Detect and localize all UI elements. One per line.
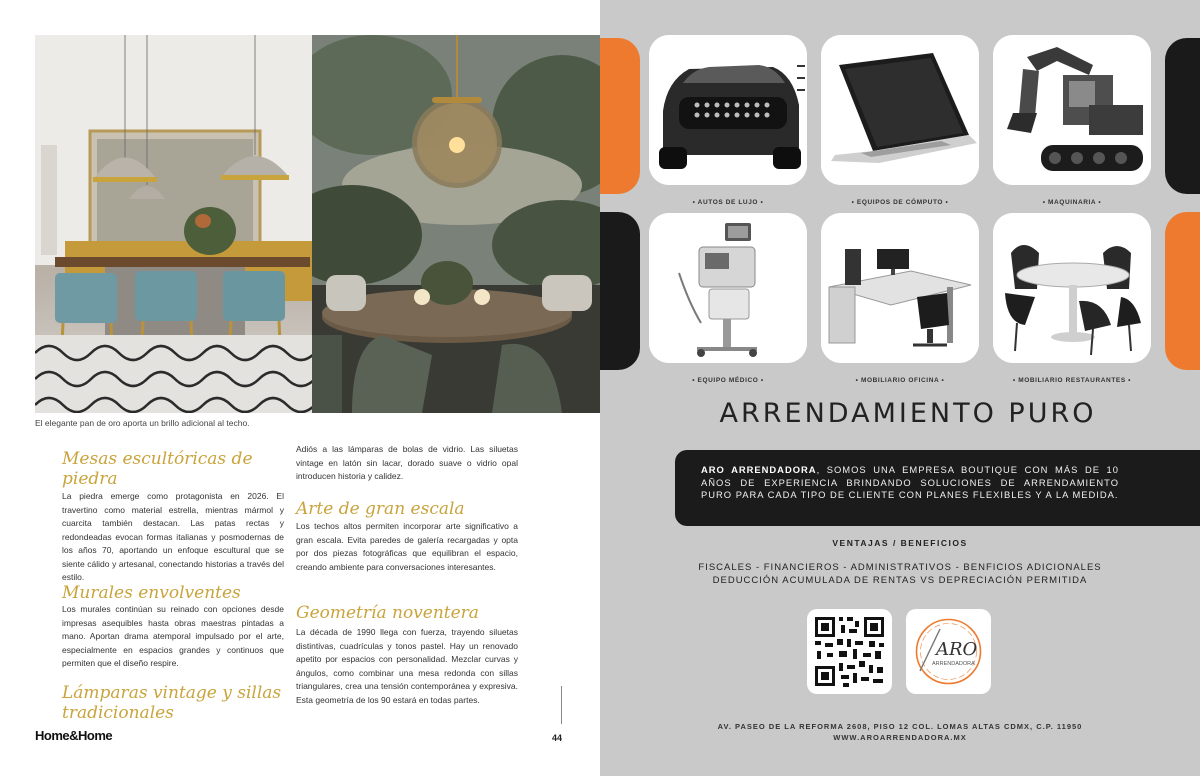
benefits-list <box>670 561 1130 587</box>
accent-bar-dark-left <box>600 212 640 370</box>
tile-label-autos: • AUTOS DE LUJO • <box>692 199 764 206</box>
magazine-brand: Home&Home <box>35 728 113 743</box>
mural-dining-illustration <box>312 35 600 413</box>
address-text: AV. PASEO DE LA REFORMA 2608, PISO 12 COL. LOMAS ALTAS CDMX, C.P. 11950 <box>717 722 1083 731</box>
section-text-mesas: La piedra emerge como protagonista en 2026. El travertino como material estrella, mientras mármol y cuarcita también destacan. Las patas rectas y redondeadas evocan formas italianas y posmodernas de los años 70, aportando un enfoque escultural que se siente cálido y artesanal, conectando historias a través del estilo. <box>62 491 284 582</box>
benefits-title: VENTAJAS / BENEFICIOS <box>832 538 968 548</box>
aro-logo-icon <box>906 609 991 694</box>
section-text-geometria: La década de 1990 llega con fuerza, trayendo siluetas distintivas, cuadrículas y tonos pastel. Hay un renovado apetito por espacios con personalidad. Mezclar curvas y ángulos, como combinar una mesa redonda con sillas triangulares, crea una tensión contemporánea y expresiva. Esta geometría de los 90 estará en todas partes. <box>296 627 518 705</box>
section-text-murales: Los murales continúan su reinado con opciones desde impresas asequibles hasta obras maestras pintadas a mano. Aportan drama atemporal impulsado por el arte, especialmente en espacios grandes y continuos que permiten que el diseño respire. <box>62 604 284 668</box>
page-number: 44 <box>552 733 563 743</box>
footer-divider <box>561 686 562 724</box>
accent-bar-orange-left <box>600 38 640 194</box>
tile-label-restaurantes: • MOBILIARIO RESTAURANTES • <box>1012 377 1132 384</box>
qr-code[interactable] <box>807 609 892 694</box>
restaurant-furniture-icon <box>993 213 1151 363</box>
tile-equipos-de-computo[interactable] <box>821 35 979 185</box>
dining-room-illustration <box>35 35 312 413</box>
tile-maquinaria[interactable] <box>993 35 1151 185</box>
tile-label-computo: • EQUIPOS DE CÓMPUTO • <box>851 199 949 206</box>
aro-logo <box>906 609 991 694</box>
section-text-lamparas: Adiós a las lámparas de bolas de vidrio. Las siluetas vintage en latón sin lacar, dorado suave o vidrio opal introducen historia y calidez. <box>296 444 518 481</box>
medical-equipment-icon <box>649 213 807 363</box>
tile-mobiliario-restaurantes[interactable] <box>993 213 1151 363</box>
tile-autos-de-lujo[interactable] <box>649 35 807 185</box>
tile-label-maquinaria: • MAQUINARIA • <box>1042 199 1102 206</box>
company-description <box>701 464 1119 502</box>
section-heading-geometria: Geometría noventera <box>296 603 479 623</box>
logo-text: ARO <box>936 639 978 660</box>
photo-caption: El elegante pan de oro aporta un brillo adicional al techo. <box>35 418 250 428</box>
logo-subtext: ARRENDADORA <box>932 661 975 667</box>
accent-bar-orange-right <box>1165 212 1200 370</box>
tile-label-medico: • EQUIPO MÉDICO • <box>692 377 764 384</box>
section-heading-arte: Arte de gran escala <box>296 499 465 519</box>
excavator-icon <box>993 35 1151 185</box>
company-description-box <box>675 450 1200 526</box>
contact-info <box>660 721 1140 743</box>
office-desk-icon <box>821 213 979 363</box>
qr-code-icon <box>807 609 892 694</box>
website-link[interactable]: WWW.AROARRENDADORA.MX <box>833 733 967 742</box>
ad-title: ARRENDAMIENTO PURO <box>719 398 1097 429</box>
benefits-line-2: DEDUCCIÓN ACUMULADA DE RENTAS VS DEPRECIACIÓN PERMITIDA <box>712 575 1088 586</box>
dining-room-photo <box>35 35 312 413</box>
tile-label-oficina: • MOBILIARIO OFICINA • <box>855 377 945 384</box>
mural-dining-photo <box>312 35 600 413</box>
advertisement-page <box>600 0 1200 776</box>
section-heading-lamparas: Lámparas vintage y sillas tradicionales <box>62 683 282 723</box>
section-heading-mesas: Mesas escultóricas de piedra <box>62 449 253 489</box>
laptop-icon <box>821 35 979 185</box>
section-text-arte: Los techos altos permiten incorporar arte significativo a gran escala. Evita paredes de galería recargadas y opta por dos piezas fotográficas que equilibran el espacio, creando ambiente para conversaciones interesantes. <box>296 521 518 572</box>
benefits-line-1: FISCALES - FINANCIEROS - ADMINISTRATIVOS - BENFICIOS ADICIONALES <box>698 562 1102 573</box>
company-name: ARO ARRENDADORA <box>701 464 817 475</box>
car-icon <box>649 35 807 185</box>
tile-mobiliario-oficina[interactable] <box>821 213 979 363</box>
company-description-text: , SOMOS UNA EMPRESA BOUTIQUE CON MÁS DE 10 AÑOS DE EXPERIENCIA BRINDANDO SOLUCIONES DE ARRENDAMIENTO PURO PARA CADA TIPO DE CLIENTE CON PLANES FLEXIBLES Y A LA MEDIDA. <box>701 464 1119 500</box>
section-heading-murales: Murales envolventes <box>62 583 241 603</box>
tile-equipo-medico[interactable] <box>649 213 807 363</box>
accent-bar-dark-right <box>1165 38 1200 194</box>
